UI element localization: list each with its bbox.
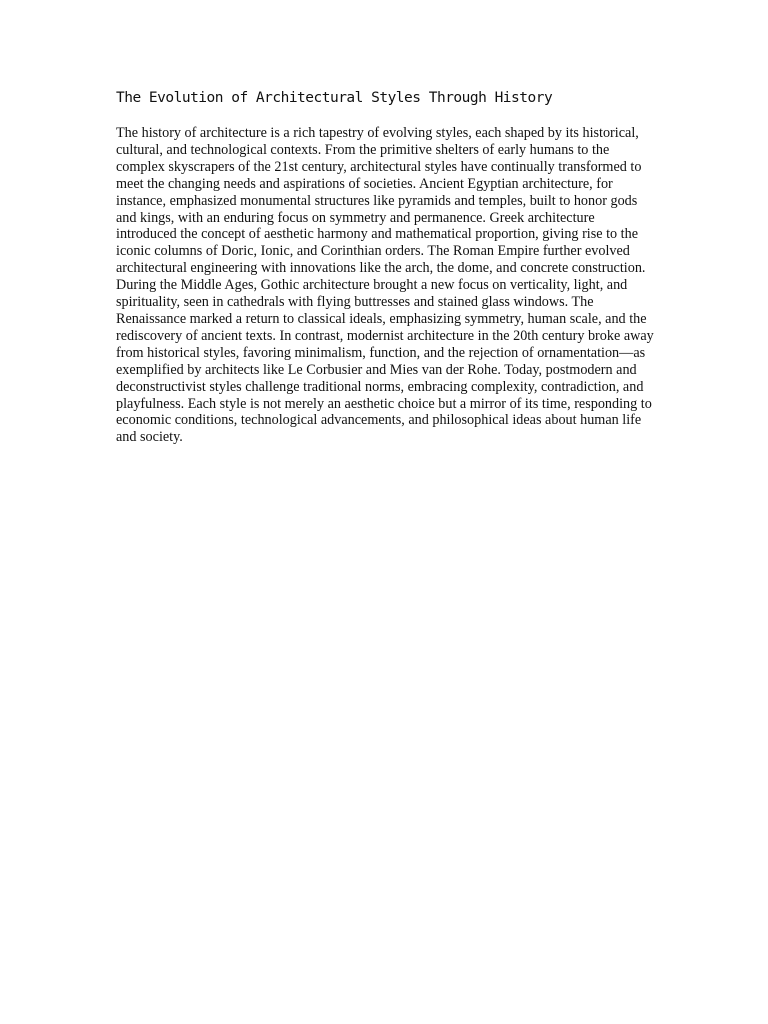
document-title: The Evolution of Architectural Styles Through History (116, 90, 553, 106)
body-paragraph: The history of architecture is a rich tapestry of evolving styles, each shaped by its historical, cultural, and technological contexts. From the primitive shelters of early humans to the complex skyscrapers of the 21st century, architectural styles have continually transformed to meet the changing needs and aspirations of societies. Ancient Egyptian architecture, for instance, emphasized monumental structures like pyramids and temples, built to honor gods and kings, with an enduring focus on symmetry and permanence. Greek architecture introduced the concept of aesthetic harmony and mathematical proportion, giving rise to the iconic columns of Doric, Ionic, and Corinthian orders. The Roman Empire further evolved architectural engineering with innovations like the arch, the dome, and concrete construction. During the Middle Ages, Gothic architecture brought a new focus on verticality, light, and spirituality, seen in cathedrals with flying buttresses and stained glass windows. The Renaissance marked a return to classical ideals, emphasizing symmetry, human scale, and the rediscovery of ancient texts. In contrast, modernist architecture in the 20th century broke away from historical styles, favoring minimalism, function, and the rejection of ornamentation—as exemplified by architects like Le Corbusier and Mies van der Rohe. Today, postmodern and deconstructivist styles challenge traditional norms, embracing complexity, contradiction, and playfulness. Each style is not merely an aesthetic choice but a mirror of its time, responding to economic conditions, technological advancements, and philosophical ideas about human life and society. (116, 125, 654, 446)
